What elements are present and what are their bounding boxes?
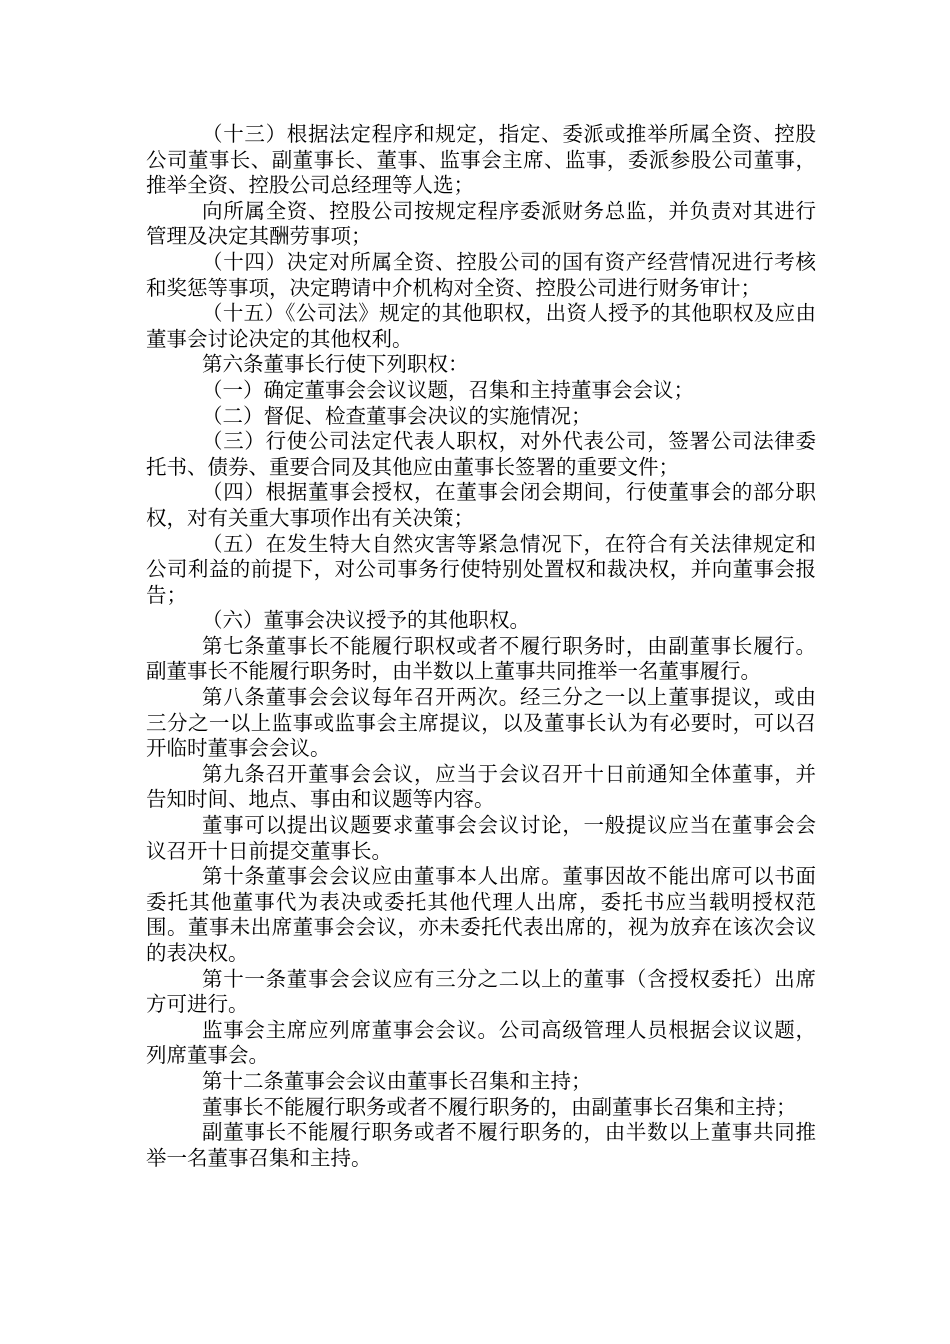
paragraph-article-12-vice-chair: 董事长不能履行职务或者不履行职务的，由副董事长召集和主持； xyxy=(202,1094,797,1119)
paragraph-article-6-item-2: （二）督促、检查董事会决议的实施情况； xyxy=(202,403,592,428)
paragraph-article-10: 第十条董事会会议应由董事本人出席。董事因故不能出席可以书面委托其他董事代为表决或委托其他代理人出席，委托书应当载明授权范围。董事未出席董事会会议，亦未委托代表出席的，视为放弃在该次会议的表决权。 xyxy=(146,864,816,965)
paragraph-article-6: 第六条董事长行使下列职权： xyxy=(202,352,469,377)
paragraph-item-15: （十五）《公司法》规定的其他职权，出资人授予的其他职权及应由董事会讨论决定的其他权利。 xyxy=(146,301,816,351)
paragraph-article-9-proposals: 董事可以提出议题要求董事会会议讨论，一般提议应当在董事会会议召开十日前提交董事长。 xyxy=(146,813,816,863)
paragraph-article-6-item-1: （一）确定董事会会议议题，召集和主持董事会会议； xyxy=(202,377,694,402)
paragraph-article-8: 第八条董事会会议每年召开两次。经三分之一以上董事提议，或由三分之一以上监事或监事会主席提议，以及董事长认为有必要时，可以召开临时董事会会议。 xyxy=(146,685,816,761)
paragraph-article-6-item-6: （六）董事会决议授予的其他职权。 xyxy=(202,608,530,633)
paragraph-article-12: 第十二条董事会会议由董事长召集和主持； xyxy=(202,1068,592,1093)
paragraph-article-6-item-3: （三）行使公司法定代表人职权，对外代表公司，签署公司法律委托书、债券、重要合同及其他应由董事长签署的重要文件； xyxy=(146,429,816,479)
paragraph-finance-director: 向所属全资、控股公司按规定程序委派财务总监，并负责对其进行管理及决定其酬劳事项； xyxy=(146,198,816,249)
paragraph-article-11: 第十一条董事会会议应有三分之二以上的董事（含授权委托）出席方可进行。 xyxy=(146,966,816,1017)
paragraph-article-9: 第九条召开董事会会议，应当于会议召开十日前通知全体董事，并告知时间、地点、事由和议题等内容。 xyxy=(146,761,816,812)
paragraph-item-14: （十四）决定对所属全资、控股公司的国有资产经营情况进行考核和奖惩等事项，决定聘请中介机构对全资、控股公司进行财务审计； xyxy=(146,249,816,300)
paragraph-article-7: 第七条董事长不能履行职权或者不履行职务时，由副董事长履行。副董事长不能履行职务时，由半数以上董事共同推举一名董事履行。 xyxy=(146,633,816,684)
paragraph-article-11-attendance: 监事会主席应列席董事会会议。公司高级管理人员根据会议议题，列席董事会。 xyxy=(146,1017,816,1068)
paragraph-article-6-item-5: （五）在发生特大自然灾害等紧急情况下，在符合有关法律规定和公司利益的前提下，对公司事务行使特别处置权和裁决权，并向董事会报告； xyxy=(146,531,816,607)
paragraph-article-12-directors: 副董事长不能履行职务或者不履行职务的，由半数以上董事共同推举一名董事召集和主持。 xyxy=(146,1120,816,1170)
paragraph-item-13: （十三）根据法定程序和规定，指定、委派或推举所属全资、控股公司董事长、副董事长、董事、监事会主席、监事，委派参股公司董事，推举全资、控股公司总经理等人选； xyxy=(146,122,816,198)
document-page xyxy=(146,122,816,1171)
paragraph-article-6-item-4: （四）根据董事会授权，在董事会闭会期间，行使董事会的部分职权，对有关重大事项作出有关决策； xyxy=(146,480,816,530)
